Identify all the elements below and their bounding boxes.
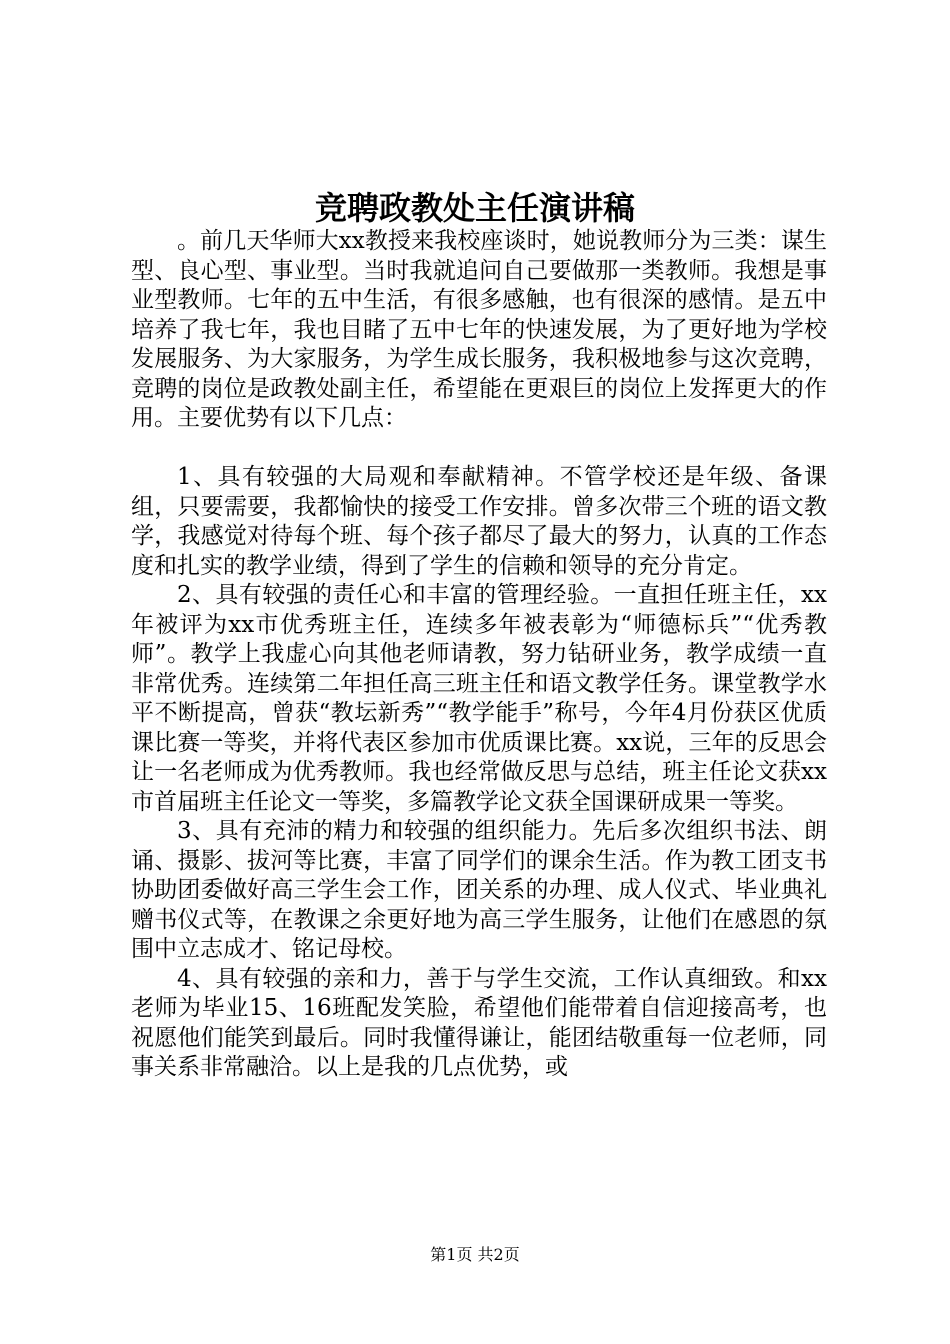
document-body <box>131 227 827 1083</box>
paragraph-point-2: 2、具有较强的责任心和丰富的管理经验。一直担任班主任，xx年被评为xx市优秀班主任，连续多年被表彰为“师德标兵”“优秀教师”。教学上我虚心向其他老师请教，努力钻研业务，教学成绩一直非常优秀。连续第二年担任高三班主任和语文教学任务。课堂教学水平不断提高，曾获“教坛新秀”“教学能手”称号，今年4月份获区优质课比赛一等奖，并将代表区参加市优质课比赛。xx说，三年的反思会让一名老师成为优秀教师。我也经常做反思与总结，班主任论文获xx市首届班主任论文一等奖，多篇教学论文获全国课研成果一等奖。 <box>131 582 827 815</box>
paragraph-point-1: 1、具有较强的大局观和奉献精神。不管学校还是年级、备课组，只要需要，我都愉快的接受工作安排。曾多次带三个班的语文教学，我感觉对待每个班、每个孩子都尽了最大的努力，认真的工作态度和扎实的教学业绩，得到了学生的信赖和领导的充分肯定。 <box>131 464 827 579</box>
page-footer: 第1页 共2页 <box>430 1245 520 1264</box>
paragraph-gap <box>131 434 827 464</box>
paragraph-point-4: 4、具有较强的亲和力，善于与学生交流，工作认真细致。和xx老师为毕业15、16班配发笑脸，希望他们能带着自信迎接高考，也祝愿他们能笑到最后。同时我懂得谦让，能团结敬重每一位老师，同事关系非常融洽。以上是我的几点优势，或 <box>131 965 827 1080</box>
paragraph-point-3: 3、具有充沛的精力和较强的组织能力。先后多次组织书法、朗诵、摄影、拔河等比赛，丰富了同学们的课余生活。作为教工团支书协助团委做好高三学生会工作，团关系的办理、成人仪式、毕业典礼赠书仪式等，在教课之余更好地为高三学生服务，让他们在感恩的氛围中立志成才、铭记母校。 <box>131 818 827 962</box>
document-title: 竞聘政教处主任演讲稿 <box>314 189 635 227</box>
paragraph-intro: 。前几天华师大xx教授来我校座谈时，她说教师分为三类：谋生型、良心型、事业型。当时我就追问自己要做那一类教师。我想是事业型教师。七年的五中生活，有很多感触，也有很深的感情。是五中培养了我七年，我也目睹了五中七年的快速发展，为了更好地为学校发展服务、为大家服务，为学生成长服务，我积极地参与这次竞聘，竞聘的岗位是政教处副主任，希望能在更艰巨的岗位上发挥更大的作用。主要优势有以下几点： <box>131 228 827 431</box>
